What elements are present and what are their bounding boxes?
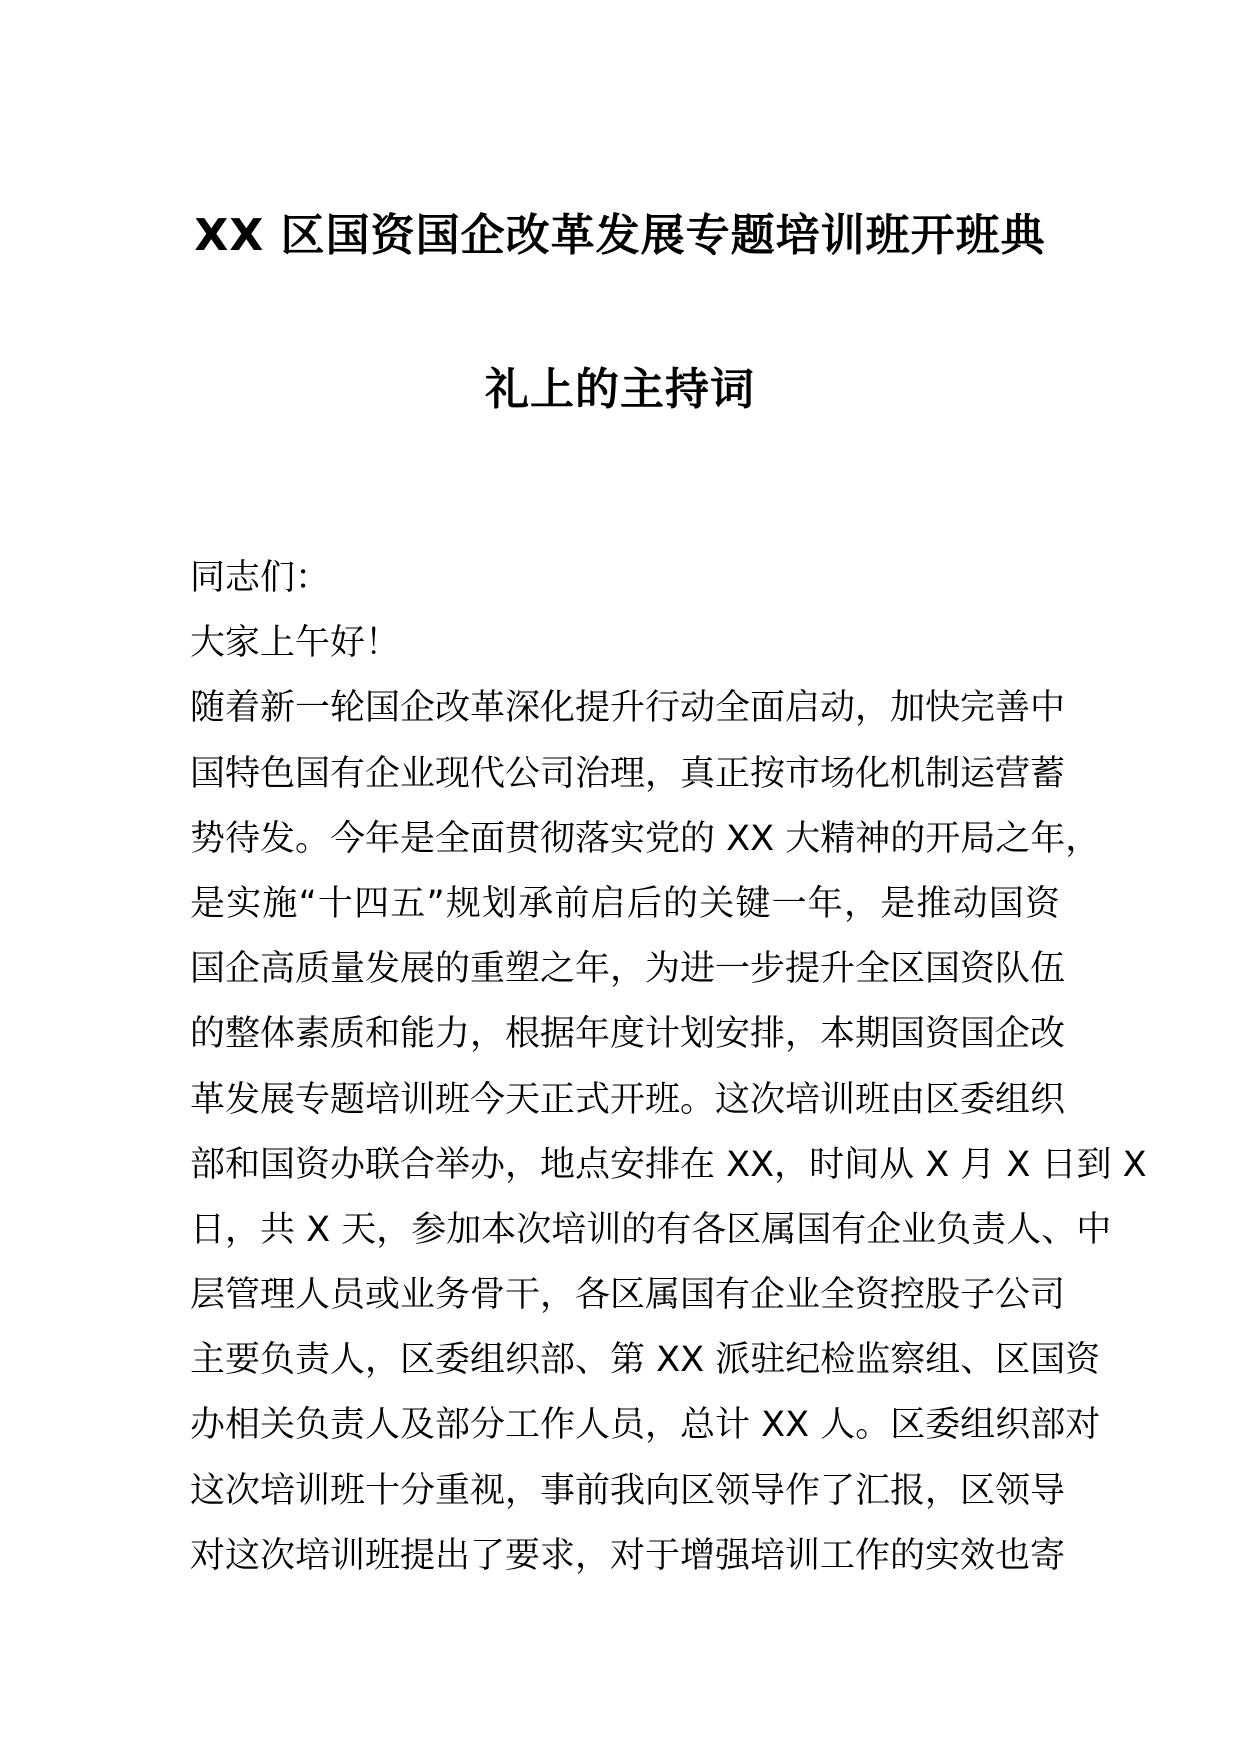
paragraph-line: 部和国资办联合举办，地点安排在 XX，时间从 X 月 X 日到 X — [190, 1144, 1147, 1185]
paragraph-line: 这次培训班十分重视，事前我向区领导作了汇报，区领导 — [190, 1470, 1066, 1511]
paragraph-line: 层管理人员或业务骨干，各区属国有企业全资控股子公司 — [190, 1275, 1066, 1316]
paragraph-line: 对这次培训班提出了要求，对于增强培训工作的实效也寄 — [190, 1535, 1066, 1576]
paragraph-line: 主要负责人，区委组织部、第 XX 派驻纪检监察组、区国资 — [190, 1340, 1101, 1381]
paragraph-line: 国企高质量发展的重塑之年，为进一步提升全区国资队伍 — [190, 949, 1066, 990]
paragraph-line: 日，共 X 天，参加本次培训的有各区属国有企业负责人、中 — [190, 1209, 1112, 1250]
paragraph-line: 随着新一轮国企改革深化提升行动全面启动，加快完善中 — [190, 688, 1066, 729]
document-body — [190, 546, 1147, 1589]
paragraph-line: 办相关负责人及部分工作人员，总计 XX 人。区委组织部对 — [190, 1405, 1101, 1446]
document-title-line-2: 礼上的主持词 — [485, 364, 755, 415]
paragraph-line: 革发展专题培训班今天正式开班。这次培训班由区委组织 — [190, 1079, 1066, 1120]
salutation: 同志们： — [190, 558, 331, 598]
greeting: 大家上午好！ — [190, 623, 401, 664]
paragraph-line: 是实施“十四五”规划承前启后的关键一年，是推动国资 — [190, 883, 1060, 924]
paragraph-line: 国特色国有企业现代公司治理，真正按市场化机制运营蓄 — [190, 753, 1066, 794]
paragraph-line: 的整体素质和能力，根据年度计划安排，本期国资国企改 — [190, 1014, 1066, 1055]
paragraph-line: 势待发。今年是全面贯彻落实党的 XX 大精神的开局之年， — [190, 818, 1101, 859]
document-title-line-1: XX 区国资国企改革发展专题培训班开班典 — [194, 210, 1046, 261]
